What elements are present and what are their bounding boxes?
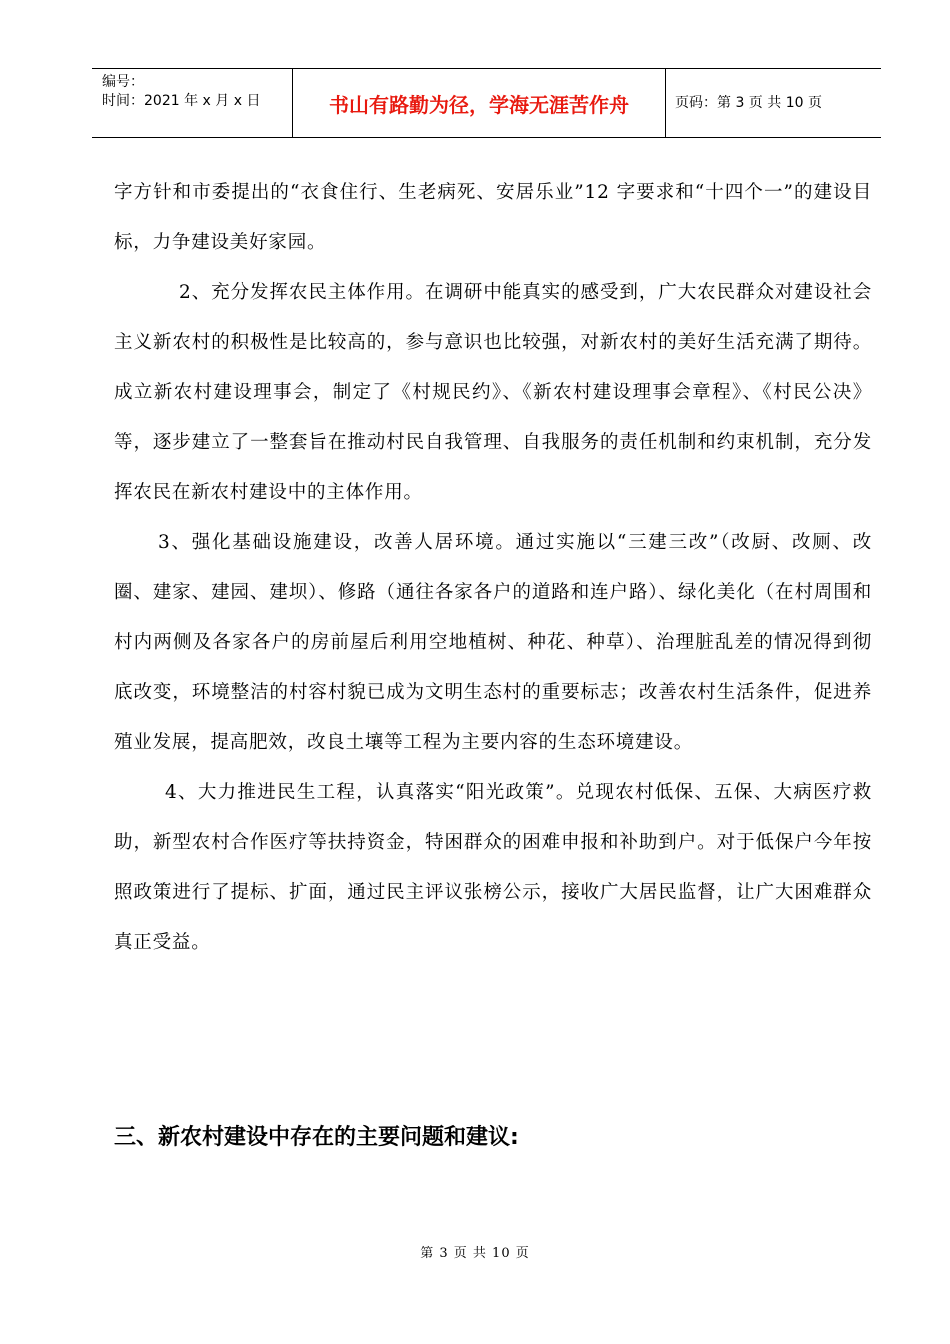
body-paragraph: 4、大力推进民生工程，认真落实“阳光政策”。兑现农村低保、五保、大病医疗救助，新型农村合作医疗等扶持资金，特困群众的困难申报和补助到户。对于低保户今年按照政策进行了提标、扩面，通过民主评议张榜公示，接收广大居民监督，让广大困难群众真正受益。 — [114, 782, 872, 953]
header-motto: 书山有路勤为径，学海无涯苦作舟 — [329, 93, 629, 117]
body-paragraph: 3、强化基础设施建设，改善人居环境。通过实施以“三建三改”（改厨、改厕、改圈、建家、建园、建坝）、修路（通往各家各户的道路和连户路）、绿化美化（在村周围和村内两侧及各家各户的房前屋后利用空地植树、种花、种草）、治理脏乱差的情况得到彻底改变，环境整洁的村容村貌已成为文明生态村的重要标志；改善农村生活条件，促进养殖业发展，提高肥效，改良土壤等工程为主要内容的生态环境建设。 — [114, 532, 872, 753]
body-paragraph: 字方针和市委提出的“衣食住行、生老病死、安居乐业”12 字要求和“十四个一”的建设目标，力争建设美好家园。 — [114, 182, 872, 253]
header-page-info: 页码：第 3 页 共 10 页 — [675, 95, 822, 111]
body-paragraph: 2、充分发挥农民主体作用。在调研中能真实的感受到，广大农民群众对建设社会主义新农村的积极性是比较高的，参与意识也比较强，对新农村的美好生活充满了期待。成立新农村建设理事会，制定了《村规民约》、《新农村建设理事会章程》、《村民公决》等，逐步建立了一整套旨在推动村民自我管理、自我服务的责任机制和约束机制，充分发挥农民在新农村建设中的主体作用。 — [114, 282, 872, 503]
section-heading: 三、新农村建设中存在的主要问题和建议: — [114, 1125, 519, 1150]
document-body — [114, 168, 872, 968]
document-time-label: 时间：2021 年 x 月 x 日 — [102, 93, 261, 109]
document-number-label: 编号： — [102, 74, 144, 90]
header-motto-cell — [292, 69, 666, 137]
page-header — [92, 68, 881, 138]
header-page-cell — [665, 69, 881, 137]
header-meta — [92, 69, 292, 137]
page-footer: 第 3 页 共 10 页 — [420, 1246, 530, 1261]
